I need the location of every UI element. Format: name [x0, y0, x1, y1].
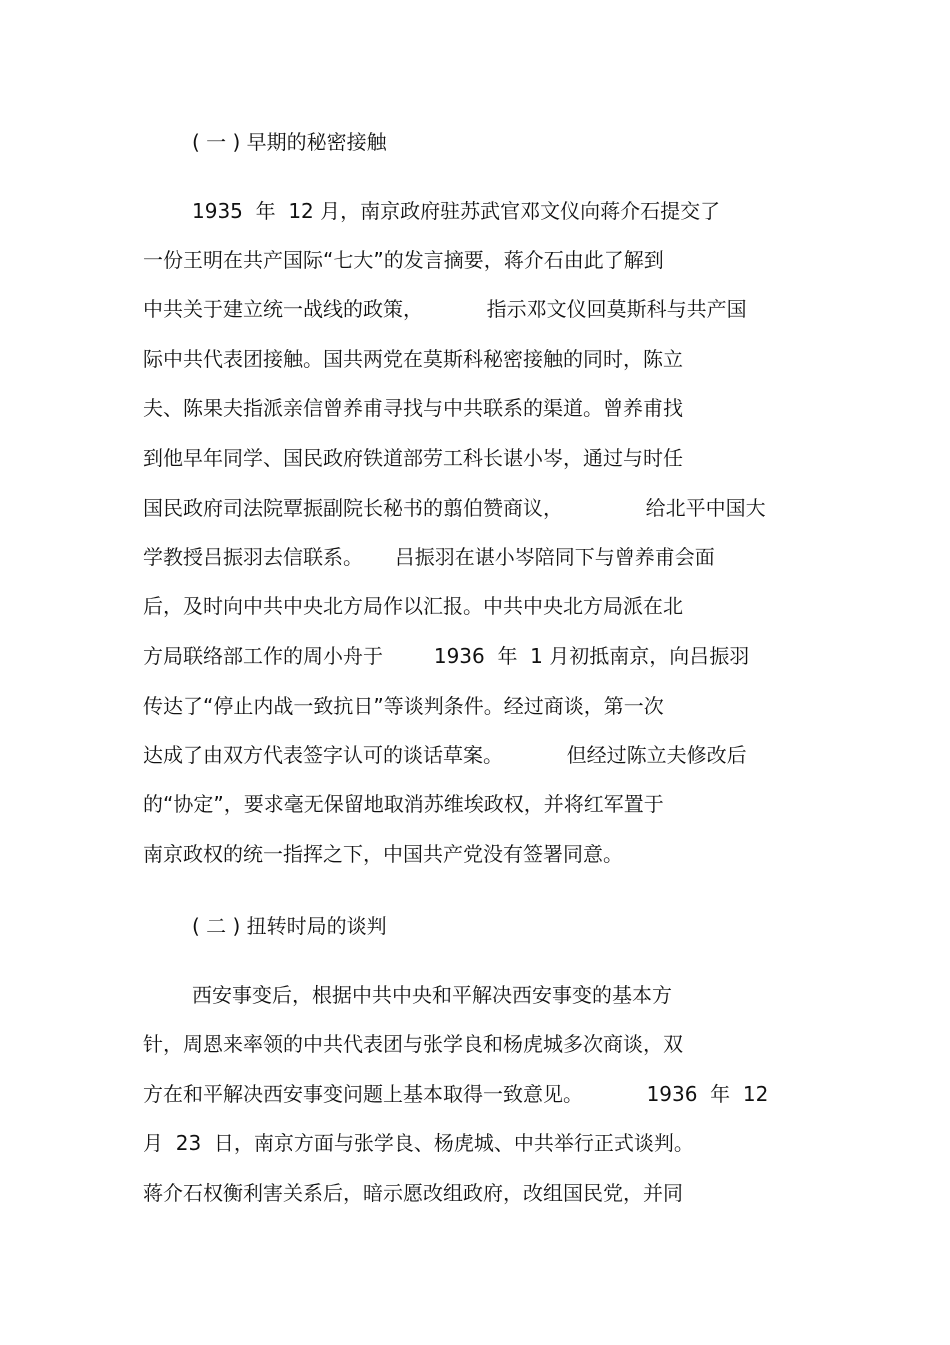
section-heading-2: ( 二 ) 扭转时局的谈判 [192, 914, 387, 938]
paragraph-line: 到他早年同学、国民政府铁道部劳工科长谌小岑，通过与时任 [143, 446, 683, 470]
paragraph-line: 方局联络部工作的周小舟于 1936 年 1 月初抵南京，向吕振羽 [143, 644, 750, 668]
paragraph-line: 夫、陈果夫指派亲信曾养甫寻找与中共联系的渠道。曾养甫找 [143, 396, 683, 420]
paragraph-line: 一份王明在共产国际“七大”的发言摘要，蒋介石由此了解到 [143, 248, 664, 272]
paragraph-line: 方在和平解决西安事变问题上基本取得一致意见。 1936 年 12 [143, 1082, 769, 1106]
paragraph-line: 蒋介石权衡利害关系后，暗示愿改组政府，改组国民党，并同 [143, 1181, 683, 1205]
paragraph-line: 南京政权的统一指挥之下，中国共产党没有签署同意。 [143, 842, 623, 866]
paragraph-line: 际中共代表团接触。国共两党在莫斯科秘密接触的同时，陈立 [143, 347, 683, 371]
paragraph-line: 西安事变后，根据中共中央和平解决西安事变的基本方 [192, 983, 672, 1007]
paragraph-line: 月 23 日，南京方面与张学良、杨虎城、中共举行正式谈判。 [143, 1131, 694, 1155]
paragraph-line: 学教授吕振羽去信联系。 吕振羽在谌小岑陪同下与曾养甫会面 [143, 545, 715, 569]
paragraph-line: 传达了“停止内战一致抗日”等谈判条件。经过商谈，第一次 [143, 694, 664, 718]
paragraph-line: 国民政府司法院覃振副院长秘书的翦伯赞商议， 给北平中国大 [143, 496, 766, 520]
paragraph-line: 1935 年 12 月，南京政府驻苏武官邓文仪向蒋介石提交了 [192, 199, 721, 223]
section-heading-1: ( 一 ) 早期的秘密接触 [192, 130, 387, 154]
paragraph-line: 后，及时向中共中央北方局作以汇报。中共中央北方局派在北 [143, 594, 683, 618]
paragraph-line: 中共关于建立统一战线的政策， 指示邓文仪回莫斯科与共产国 [143, 297, 747, 321]
paragraph-line: 针，周恩来率领的中共代表团与张学良和杨虎城多次商谈，双 [143, 1032, 683, 1056]
paragraph-line: 达成了由双方代表签字认可的谈话草案。 但经过陈立夫修改后 [143, 743, 747, 767]
paragraph-line: 的“协定”，要求毫无保留地取消苏维埃政权，并将红军置于 [143, 792, 664, 816]
